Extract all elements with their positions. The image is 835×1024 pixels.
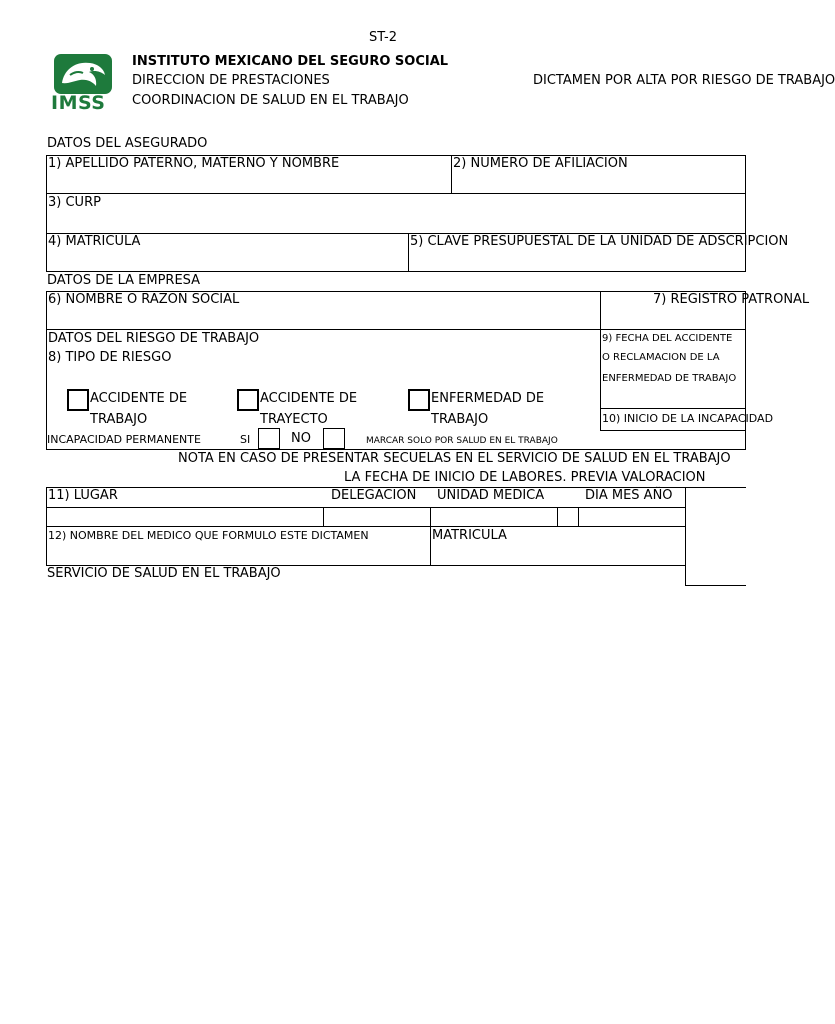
- institute-name: INSTITUTO MEXICANO DEL SEGURO SOCIAL: [132, 54, 449, 69]
- form-code: ST-2: [369, 30, 397, 45]
- accidente-trabajo-label: ACCIDENTE DE: [90, 391, 188, 406]
- accidente-trabajo-checkbox[interactable]: [67, 389, 89, 411]
- enfermedad-trabajo-label-2: TRABAJO: [431, 412, 489, 427]
- imss-logo: [50, 53, 116, 115]
- divider: [685, 487, 686, 585]
- field-nombre-label: 1) APELLIDO PATERNO, MATERNO Y NOMBRE: [48, 156, 340, 171]
- field-medico-label: 12) NOMBRE DEL MEDICO QUE FORMULO ESTE DICTAMEN: [48, 529, 369, 542]
- accidente-trayecto-label-2: TRAYECTO: [260, 412, 328, 427]
- field-razon-social-label: 6) NOMBRE O RAZON SOCIAL: [48, 292, 240, 307]
- servicio-salud-label: SERVICIO DE SALUD EN EL TRABAJO: [47, 566, 281, 581]
- incapacidad-no-checkbox[interactable]: [323, 428, 345, 449]
- field-fecha-accidente-line3: ENFERMEDAD DE TRABAJO: [602, 373, 737, 384]
- divider: [578, 507, 579, 526]
- divider: [600, 291, 601, 430]
- empresa-riesgo-table: [46, 291, 746, 450]
- field-fecha-accidente-line2: O RECLAMACION DE LA: [602, 352, 720, 363]
- accidente-trayecto-checkbox[interactable]: [237, 389, 259, 411]
- nota-line-2: LA FECHA DE INICIO DE LABORES. PREVIA VALORACION: [344, 470, 706, 485]
- divider: [323, 507, 324, 526]
- divider: [46, 507, 686, 508]
- field-delegacion-label: DELEGACION: [331, 488, 417, 503]
- divider: [557, 507, 558, 526]
- divider: [408, 233, 409, 272]
- field-tipo-riesgo-label: 8) TIPO DE RIESGO: [48, 350, 172, 365]
- field-fecha-accidente-label: 9) FECHA DEL ACCIDENTE: [602, 333, 733, 344]
- field-matricula-label: 4) MATRICULA: [48, 234, 141, 249]
- accidente-trabajo-label-2: TRABAJO: [90, 412, 148, 427]
- field-inicio-incapacidad-label: 10) INICIO DE LA INCAPACIDAD: [602, 412, 774, 425]
- divider: [46, 193, 746, 194]
- incapacidad-si-checkbox[interactable]: [258, 428, 280, 449]
- divider: [600, 430, 746, 431]
- field-registro-label: 7) REGISTRO PATRONAL: [653, 292, 810, 307]
- field-unidad-medica-label: UNIDAD MEDICA: [437, 488, 545, 503]
- incapacidad-no-label: NO: [291, 431, 311, 446]
- field-matricula-medico-label: MATRICULA: [432, 528, 507, 543]
- incapacidad-note: MARCAR SOLO POR SALUD EN EL TRABAJO: [366, 436, 558, 446]
- section-empresa: DATOS DE LA EMPRESA: [47, 273, 201, 288]
- divider: [46, 329, 746, 330]
- divider: [685, 487, 746, 488]
- incapacidad-si-label: SI: [240, 433, 251, 446]
- logo-text: IMSS: [51, 92, 106, 114]
- divider: [46, 526, 686, 527]
- field-lugar-label: 11) LUGAR: [48, 488, 118, 503]
- enfermedad-trabajo-checkbox[interactable]: [408, 389, 430, 411]
- field-fecha-label: DIA MES AÑO: [585, 488, 673, 503]
- divider: [430, 507, 431, 566]
- enfermedad-trabajo-label: ENFERMEDAD DE: [431, 391, 545, 406]
- accidente-trayecto-label: ACCIDENTE DE: [260, 391, 358, 406]
- coordination-name: COORDINACION DE SALUD EN EL TRABAJO: [132, 93, 409, 108]
- divider: [600, 408, 746, 409]
- incapacidad-permanente-label: INCAPACIDAD PERMANENTE: [47, 433, 201, 446]
- divider: [685, 585, 746, 586]
- field-afiliacion-label: 2) NUMERO DE AFILIACION: [453, 156, 628, 171]
- document-title: DICTAMEN POR ALTA POR RIESGO DE TRABAJO: [533, 73, 835, 88]
- divider: [451, 155, 452, 193]
- section-asegurado: DATOS DEL ASEGURADO: [47, 136, 208, 151]
- nota-line-1: NOTA EN CASO DE PRESENTAR SECUELAS EN EL SERVICIO DE SALUD EN EL TRABAJO: [178, 451, 731, 466]
- field-clave-label: 5) CLAVE PRESUPUESTAL DE LA UNIDAD DE ADSCRIPCION: [410, 234, 789, 249]
- field-curp-label: 3) CURP: [48, 195, 101, 210]
- section-riesgo: DATOS DEL RIESGO DE TRABAJO: [48, 331, 260, 346]
- direction-name: DIRECCION DE PRESTACIONES: [132, 73, 330, 88]
- asegurado-table: [46, 155, 746, 272]
